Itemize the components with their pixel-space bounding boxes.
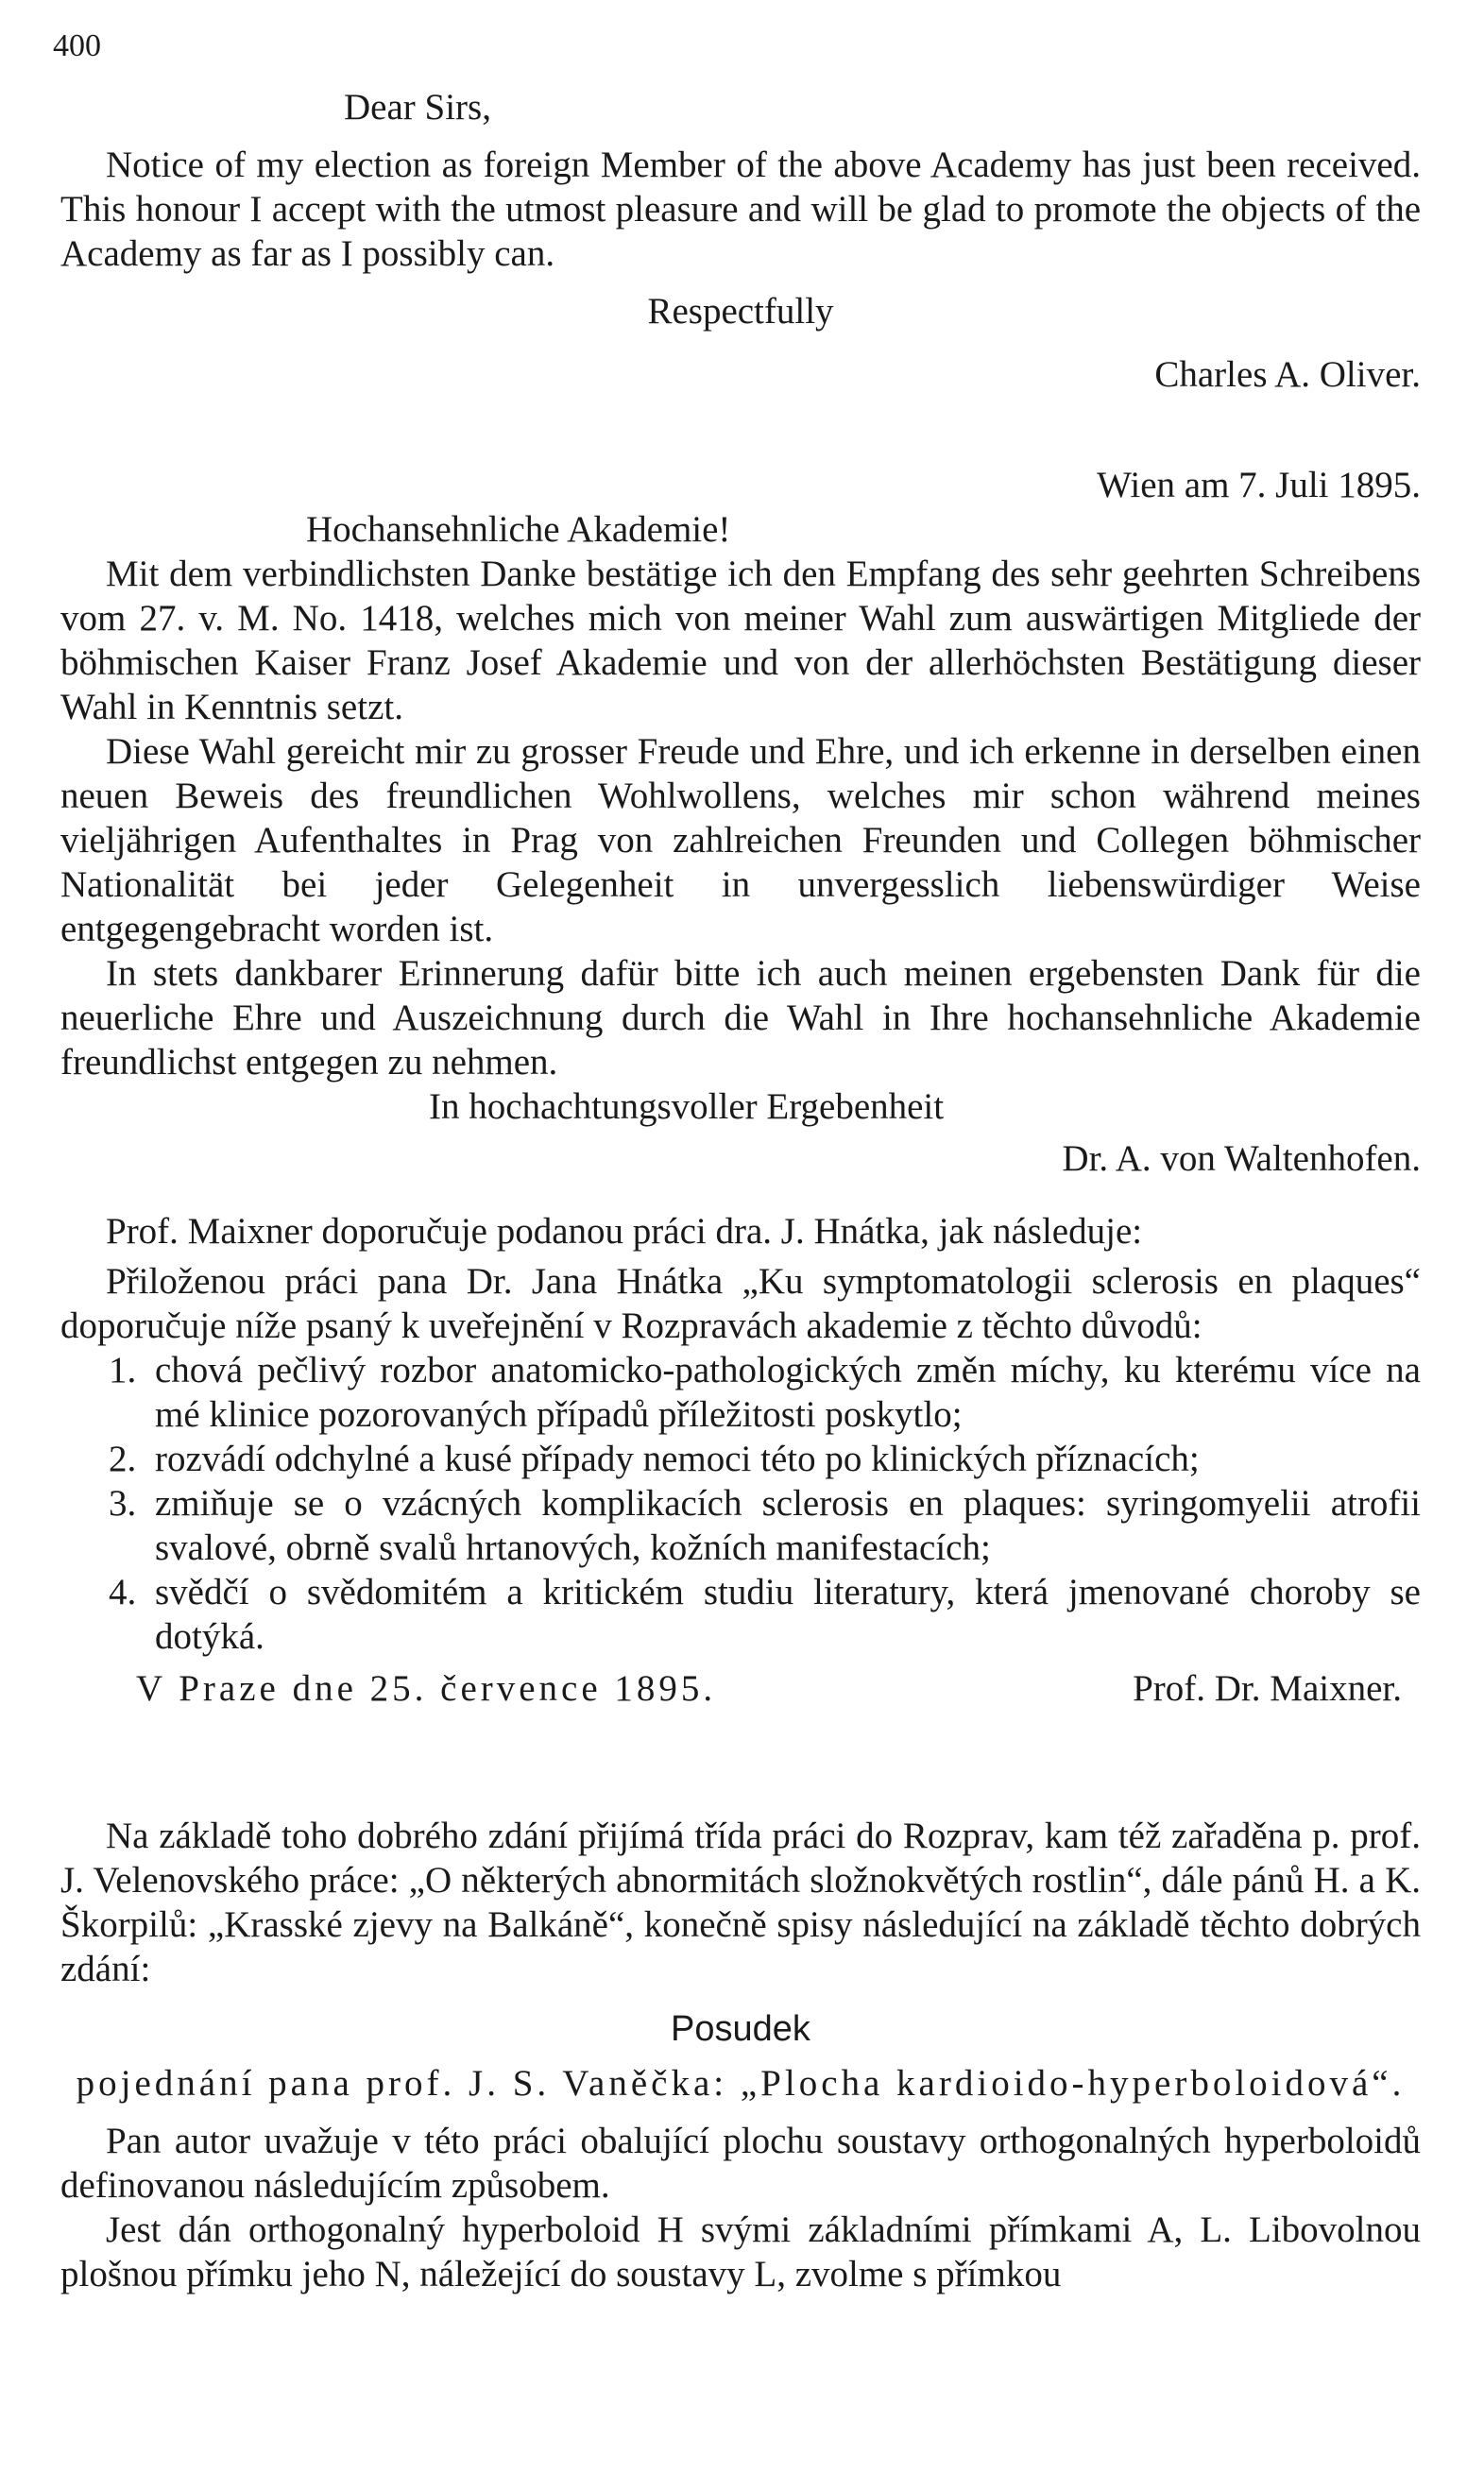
signature: Dr. A. von Waltenhofen. [1062,1138,1421,1179]
paragraph: Diese Wahl gereicht mir zu grosser Freude und Ehre, und ich erkenne in derselben einen neuen Beweis des freundlichen Wohlwollens, welches mir schon während meines vieljährigen Aufenthaltes in Prag von zahlreichen Freunden und Collegen böhmischer Nationalität bei jeder Gelegenheit in unvergesslich liebenswürdiger Weise entgegengebracht worden ist. [60,731,1421,949]
letter-body: Notice of my election as foreign Member of the above Academy has just been received. This honour I accept with the utmost pleasure and will be glad to promote the objects of the Academy as far as I possibly can. [60,145,1421,274]
place-date: Wien am 7. Juli 1895. [1097,465,1421,505]
section-subheading: pojednání pana prof. J. S. Vaněčka: „Plocha kardioido-hyperboloidová“. [76,2063,1406,2104]
closing: In hochachtungsvoller Ergebenheit [429,1086,945,1127]
signature: Charles A. Oliver. [1154,354,1421,395]
list-item: 4. svědčí o svědomitém a kritickém studiu literatury, která jmenované choroby se dotýká. [145,1570,1421,1659]
signature: Prof. Dr. Maixner. [1133,1668,1402,1709]
paragraph: Pan autor uvažuje v této práci obalující plochu soustavy orthogonalných hyperboloidů definovanou následujícím způsobem. [60,2121,1421,2206]
report-maixner [60,1209,1421,1711]
paragraph: Jest dán orthogonalný hyperboloid H svými základními přímkami A, L. Libovolnou plošnou přímku jeho N, náležející do soustavy L, zvolme s přímkou [60,2209,1421,2294]
page-number: 400 [53,28,101,63]
posudek-section [60,2007,1421,2296]
list-item: 1. chová pečlivý rozbor anatomicko-pathologických změn míchy, ku kterému více na mé klinice pozorovaných případů příležitosti poskytlo; [145,1348,1421,1437]
letter-oliver [60,85,1421,397]
salutation: Dear Sirs, [344,87,491,128]
report-intro: Prof. Maixner doporučuje podanou práci dra. J. Hnátka, jak následuje: [106,1211,1143,1252]
paragraph: Mit dem verbindlichsten Danke bestätige ich den Empfang des sehr geehrten Schreibens vom 27. v. M. No. 1418, welches mich von meiner Wahl zum auswärtigen Mitgliede der böhmischen Kaiser Franz Josef Akademie und von der allerhöchsten Bestätigung dieser Wahl in Kenntnis setzt. [60,554,1421,727]
list-item: 3. zmiňuje se o vzácných komplikacích sclerosis en plaques: syringomyelii atrofii svalové, obrně svalů hrtanových, kožních manifestacích; [145,1481,1421,1570]
paragraph: Na základě toho dobrého zdání přijímá třída práci do Rozprav, kam též zařaděna p. prof. J. Velenovského práce: „O některých abnormitách složnokvětých rostlin“, dále pánů H. a K. Škorpilů: „Krasské zjevy na Balkáně“, konečně spisy následující na základě těchto dobrých zdání: [60,1816,1421,1989]
paragraph: Přiloženou práci pana Dr. Jana Hnátka „Ku symptomatologii sclerosis en plaques“ doporučuje níže psaný k uveřejnění v Rozpravách akademie z těchto důvodů: [60,1261,1421,1346]
list-item: 2. rozvádí odchylné a kusé případy nemoci této po klinických příznacích; [145,1437,1421,1481]
letter-waltenhofen [60,463,1421,1181]
paragraph: In stets dankbarer Erinnerung dafür bitte ich auch meinen ergebensten Dank für die neuerliche Ehre und Auszeichnung durch die Wahl in Ihre hochansehnliche Akademie freundlichst entgegen zu nehmen. [60,953,1421,1083]
class-decision [60,1814,1421,1991]
salutation: Hochansehnliche Akademie! [306,509,731,550]
reasons-list [60,1348,1421,1659]
date: V Praze dne 25. července 1895. [136,1668,717,1709]
section-heading: Posudek [671,2009,810,2049]
date-signature-row [60,1666,1421,1711]
closing: Respectfully [647,291,834,332]
